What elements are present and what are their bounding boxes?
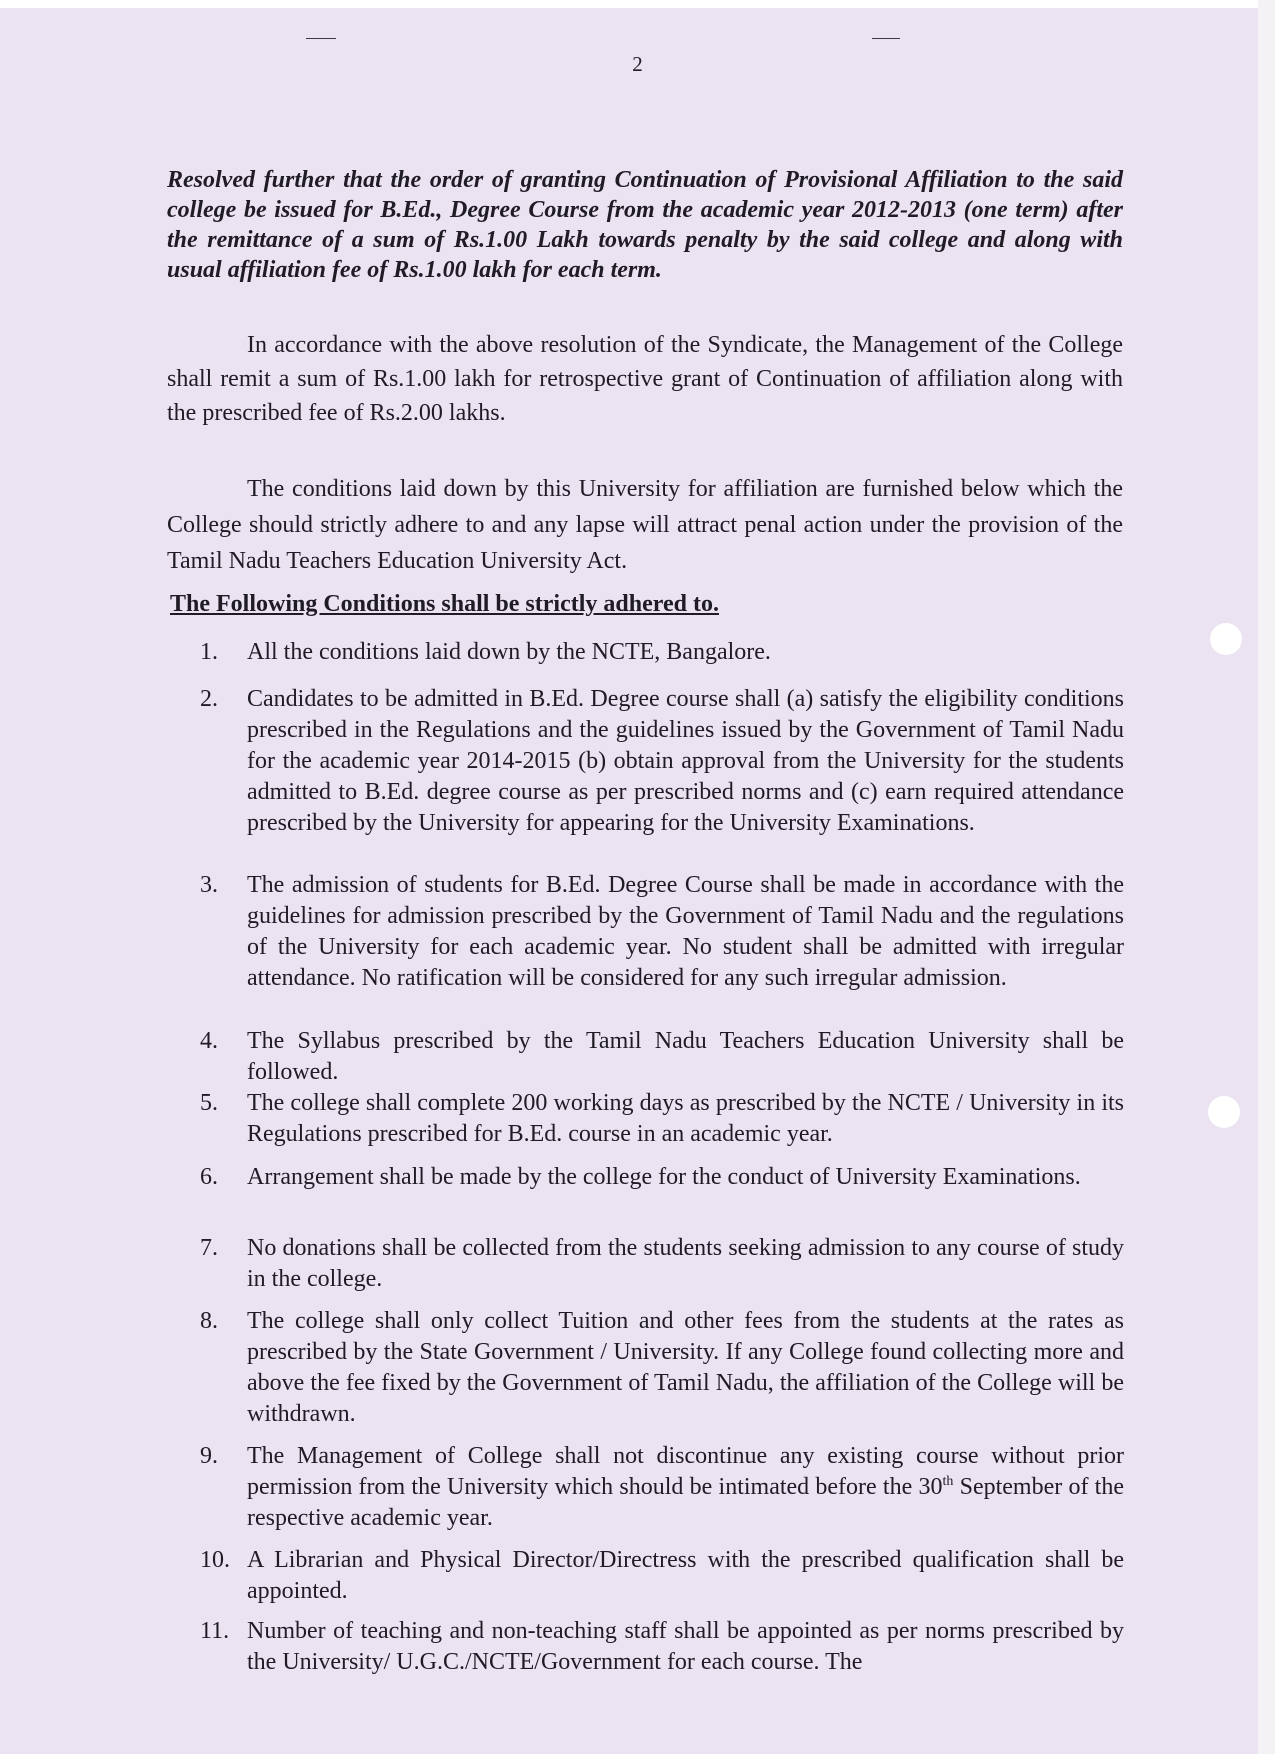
condition-number: 5. (200, 1090, 218, 1116)
remittance-paragraph: In accordance with the above resolution of the Syndicate, the Management of the College shall remit a sum of Rs.1.00 lakh for retrospective grant of Continuation of affiliation along with the prescribed fee of Rs.2.00 lakhs. (167, 332, 1123, 426)
condition-number: 11. (200, 1618, 230, 1644)
condition-item (200, 1441, 1124, 1534)
condition-number: 9. (200, 1443, 218, 1469)
condition-item (200, 1233, 1124, 1295)
condition-number: 3. (200, 872, 218, 898)
condition-number: 1. (200, 639, 218, 665)
condition-text: Number of teaching and non-teaching staff shall be appointed as per norms prescribed by the University/ U.G.C./NCTE/Government for each course. The (247, 1618, 1124, 1675)
condition-text: A Librarian and Physical Director/Directress with the prescribed qualification shall be appointed. (247, 1547, 1124, 1604)
condition-item (200, 1088, 1124, 1150)
condition-text: All the conditions laid down by the NCTE, Bangalore. (247, 639, 771, 665)
condition-text: Arrangement shall be made by the college for the conduct of University Examinations. (247, 1164, 1081, 1190)
condition-number: 2. (200, 686, 218, 712)
ordinal-suffix: th (942, 1474, 954, 1489)
condition-item (200, 1616, 1124, 1678)
page-number: 2 (632, 52, 643, 76)
condition-text (247, 1441, 1124, 1534)
condition-item (200, 870, 1124, 994)
condition-text: Candidates to be admitted in B.Ed. Degree course shall (a) satisfy the eligibility conditions prescribed in the Regulations and the guidelines issued by the Government of Tamil Nadu for the academic year 2014-2015 (b) obtain approval from the University for the students admitted to B.Ed. degree course as per prescribed norms and (c) earn required attendance prescribed by the University for appearing for the University Examinations. (247, 686, 1124, 836)
condition-number: 4. (200, 1028, 218, 1054)
condition-text: No donations shall be collected from the students seeking admission to any course of study in the college. (247, 1235, 1124, 1292)
resolution-paragraph: Resolved further that the order of granting Continuation of Provisional Affiliation to the said college be issued for B.Ed., Degree Course from the academic year 2012-2013 (one term) after the remittance of a sum of Rs.1.00 Lakh towards penalty by the said college and along with usual affiliation fee of Rs.1.00 lakh for each term. (167, 167, 1123, 283)
header-mark-left (306, 38, 336, 39)
condition-item (200, 1026, 1124, 1088)
punch-hole (1210, 623, 1242, 655)
punch-hole (1208, 1096, 1240, 1128)
condition-item (200, 1162, 1124, 1193)
condition-text: The college shall only collect Tuition and other fees from the students at the rates as prescribed by the State Government / University. If any College found collecting more and above the fee fixed by the Government of Tamil Nadu, the affiliation of the College will be withdrawn. (247, 1308, 1124, 1427)
condition-number: 10. (200, 1547, 230, 1573)
condition-number: 8. (200, 1308, 218, 1334)
condition-text: The college shall complete 200 working days as prescribed by the NCTE / University in its Regulations prescribed for B.Ed. course in an academic year. (247, 1090, 1124, 1147)
condition-text-end: September of the respective academic year. (247, 1474, 1125, 1531)
header-mark-right (872, 38, 900, 39)
condition-text-start: The Management of College shall not discontinue any existing course without prior permission from the University which should be intimated before the 30 (247, 1443, 1124, 1500)
condition-item (200, 637, 1124, 668)
condition-text: The Syllabus prescribed by the Tamil Nadu Teachers Education University shall be followed. (247, 1028, 1124, 1085)
conditions-heading: The Following Conditions shall be strictly adhered to. (170, 591, 719, 617)
condition-number: 6. (200, 1164, 218, 1190)
condition-item (200, 684, 1124, 839)
scan-edge (1258, 0, 1275, 1754)
condition-text: The admission of students for B.Ed. Degree Course shall be made in accordance with the guidelines for admission prescribed by the Government of Tamil Nadu and the regulations of the University for each academic year. No student shall be admitted with irregular attendance. No ratification will be considered for any such irregular admission. (247, 872, 1124, 991)
condition-number: 7. (200, 1235, 218, 1261)
condition-item (200, 1545, 1124, 1607)
condition-item (200, 1306, 1124, 1430)
conditions-intro-paragraph: The conditions laid down by this University for affiliation are furnished below which the College should strictly adhere to and any lapse will attract penal action under the provision of the Tamil Nadu Teachers Education University Act. (167, 476, 1123, 574)
